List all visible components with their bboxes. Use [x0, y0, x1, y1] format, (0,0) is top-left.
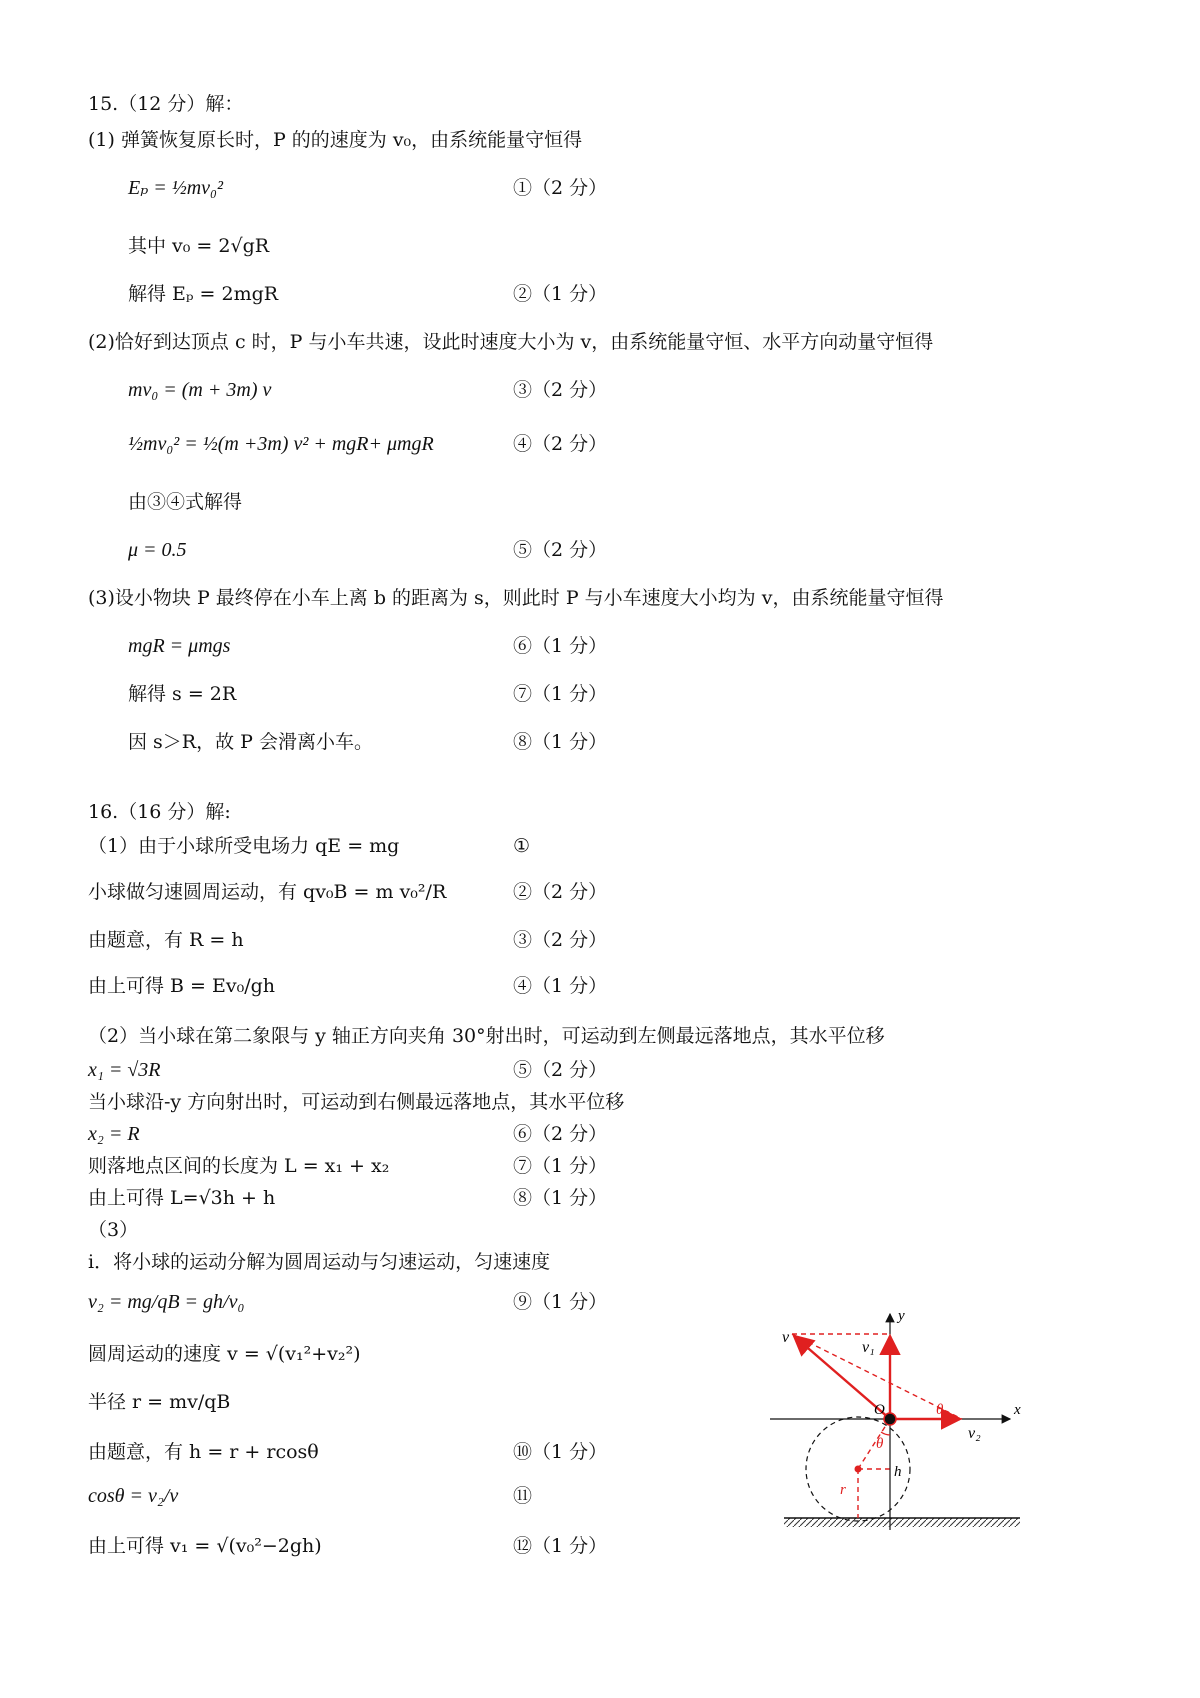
v1-label: v₁ [862, 1339, 875, 1356]
q15-eq6: 由③④式解得 [128, 491, 243, 513]
q16-line18-score: ⑫（1 分） [513, 1535, 608, 1557]
q15-eq2: 其中 v₀ = 2√gR [128, 235, 270, 257]
motion-diagram [770, 1310, 1030, 1550]
q15-eq1: Eₚ = ½mv₀² [128, 177, 223, 199]
r-label: r [840, 1482, 846, 1498]
q15-eq1-score: ①（2 分） [513, 177, 608, 199]
q16-line4: 由上可得 B = Ev₀/gh [88, 975, 276, 997]
q15-eq3-score: ②（1 分） [513, 283, 608, 305]
ball-at-origin [884, 1413, 896, 1425]
h-label: h [894, 1464, 902, 1480]
v2-label: v₂ [968, 1425, 981, 1442]
q16-line17: cosθ = v₂/v [88, 1485, 179, 1507]
q16-line12: i．将小球的运动分解为圆周运动与匀速运动，匀速速度 [88, 1251, 551, 1273]
q15-eq10: 因 s＞R，故 P 会滑离小车。 [128, 731, 373, 753]
q16-line9: 则落地点区间的长度为 L = x₁ + x₂ [88, 1155, 390, 1177]
q15-eq9-score: ⑦（1 分） [513, 683, 608, 705]
q16-header: 16.（16 分）解: [88, 801, 231, 823]
q16-line6: x₁ = √3R [88, 1059, 161, 1081]
q15-part3-intro: (3)设小物块 P 最终停在小车上离 b 的距离为 s，则此时 P 与小车速度大小均为 v，由系统能量守恒得 [88, 587, 944, 609]
q16-line2: 小球做匀速圆周运动，有 qv₀B = m v₀²/R [88, 881, 447, 903]
q16-line2-score: ②（2 分） [513, 881, 608, 903]
q15-eq8-score: ⑥（1 分） [513, 635, 608, 657]
theta-arc-lower [881, 1432, 890, 1435]
v-label: v [782, 1329, 790, 1346]
q16-line5: （2）当小球在第二象限与 y 轴正方向夹角 30°射出时，可运动到左侧最远落地点，其水平位移 [88, 1025, 885, 1047]
q15-eq4: mv₀ = (m + 3m) v [128, 379, 272, 401]
q16-line16: 由题意，有 h = r + rcosθ [88, 1441, 319, 1463]
q16-line11: （3） [88, 1219, 139, 1241]
q16-line3-score: ③（2 分） [513, 929, 608, 951]
q15-part1-intro: (1) 弹簧恢复原长时，P 的的速度为 v₀，由系统能量守恒得 [88, 129, 583, 151]
q15-eq5-score: ④（2 分） [513, 433, 608, 455]
circle-center-dot [855, 1466, 862, 1473]
ground-hatch [784, 1518, 1020, 1527]
q16-line1-score: ① [513, 835, 531, 857]
q15-eq10-score: ⑧（1 分） [513, 731, 608, 753]
origin-label: O [874, 1402, 885, 1418]
q16-line17-score: ⑪ [513, 1485, 533, 1507]
q16-line18: 由上可得 v₁ = √(v₀²−2gh) [88, 1535, 322, 1557]
q16-line3: 由题意，有 R = h [88, 929, 244, 951]
q15-eq5: ½mv₀² = ½(m +3m) v² + mgR+ μmgR [128, 433, 434, 455]
q16-line14: 圆周运动的速度 v = √(v₁²+v₂²) [88, 1343, 361, 1365]
q16-line8-score: ⑥（2 分） [513, 1123, 608, 1145]
q16-line8: x₂ = R [88, 1123, 140, 1145]
q15-eq9: 解得 s = 2R [128, 683, 237, 705]
q15-eq7: μ = 0.5 [128, 539, 187, 561]
q15-header: 15.（12 分）解： [88, 93, 244, 115]
q15-part2-intro: (2)恰好到达顶点 c 时，P 与小车共速，设此时速度大小为 v，由系统能量守恒、水平方向动量守恒得 [88, 331, 934, 353]
theta-label-lower: θ [876, 1436, 884, 1452]
radius-line [858, 1419, 890, 1469]
q15-eq4-score: ③（2 分） [513, 379, 608, 401]
q16-line1: （1）由于小球所受电场力 qE = mg [88, 835, 400, 857]
theta-label-right: θ [936, 1402, 944, 1418]
q15-eq7-score: ⑤（2 分） [513, 539, 608, 561]
q15-eq8: mgR = μmgs [128, 635, 231, 657]
q16-line15: 半径 r = mv/qB [88, 1391, 231, 1413]
q16-line10-score: ⑧（1 分） [513, 1187, 608, 1209]
q16-line10: 由上可得 L=√3h + h [88, 1187, 276, 1209]
x-axis-label: x [1014, 1402, 1021, 1418]
q16-line9-score: ⑦（1 分） [513, 1155, 608, 1177]
q15-eq3: 解得 Eₚ = 2mgR [128, 283, 279, 305]
q16-line13: v₂ = mg/qB = gh/v₀ [88, 1291, 245, 1313]
q16-line6-score: ⑤（2 分） [513, 1059, 608, 1081]
q16-line4-score: ④（1 分） [513, 975, 608, 997]
y-axis-label: y [898, 1310, 905, 1324]
q16-line13-score: ⑨（1 分） [513, 1291, 608, 1313]
q16-line16-score: ⑩（1 分） [513, 1441, 608, 1463]
q16-line7: 当小球沿-y 方向射出时，可运动到右侧最远落地点，其水平位移 [88, 1091, 625, 1113]
